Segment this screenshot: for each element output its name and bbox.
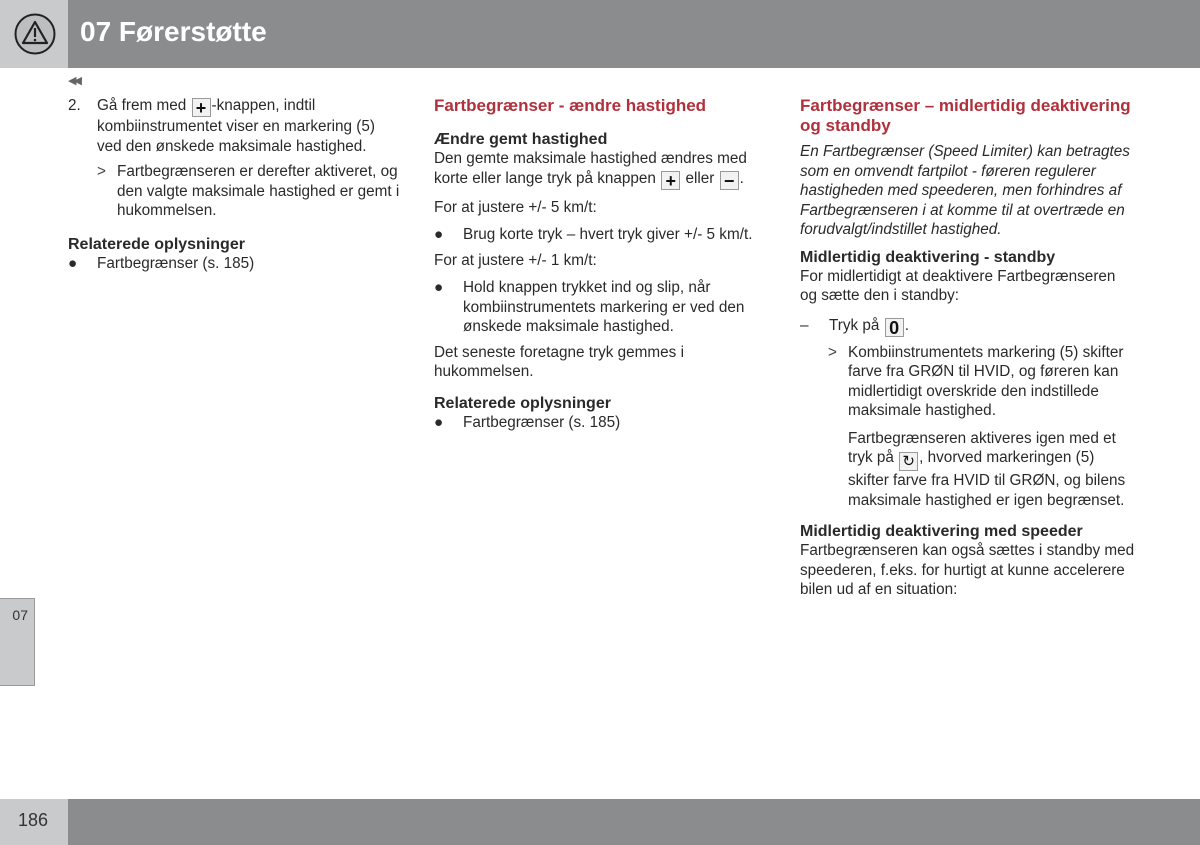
header-icon-block bbox=[0, 0, 68, 68]
paragraph: Fartbegrænseren kan også sættes i standby med speederen, f.eks. for hurtigt at kunne accelerere bilen ud af en situation: bbox=[800, 542, 1135, 598]
column-2 bbox=[434, 96, 770, 438]
paragraph bbox=[848, 429, 1135, 511]
text: Tryk på bbox=[829, 316, 884, 334]
step-result bbox=[828, 343, 1135, 421]
paragraph bbox=[434, 149, 770, 190]
result-marker: > bbox=[828, 343, 837, 361]
intro-paragraph: En Fartbegrænser (Speed Limiter) kan betragtes som en omvendt fartpilot - føreren regulerer hastigheden med speederen, men forhindres af Fartbegrænseren i at komme til at overtræde en forudvalgt/indstillet hastighed. bbox=[800, 143, 1130, 238]
footer-page-block bbox=[0, 799, 68, 845]
related-heading: Relaterede oplysninger bbox=[68, 235, 245, 253]
resume-key-icon: ↻ bbox=[899, 452, 918, 471]
bullet-text: Brug korte tryk – hvert tryk giver +/- 5 km/t. bbox=[463, 226, 753, 243]
paragraph: For at justere +/- 1 km/t: bbox=[434, 251, 597, 269]
column-3 bbox=[800, 96, 1135, 608]
warning-triangle-icon bbox=[14, 13, 56, 55]
column-1 bbox=[68, 96, 403, 279]
bullet-icon: ● bbox=[434, 226, 444, 243]
step-text: Gå frem med bbox=[97, 97, 191, 114]
bullet-item bbox=[434, 225, 770, 245]
related-link-text[interactable]: Fartbegrænser (s. 185) bbox=[97, 254, 255, 272]
bullet-icon: ● bbox=[434, 413, 444, 431]
step-result bbox=[97, 162, 403, 221]
related-link[interactable] bbox=[68, 254, 403, 274]
continued-from-previous-icon: ◀◀ bbox=[68, 75, 79, 87]
result-text: Fartbegrænseren er derefter aktiveret, og den valgte maksimale hastighed er gemt i hukommelsen. bbox=[117, 163, 400, 219]
section-heading: Fartbegrænser - ændre hastighed bbox=[434, 96, 707, 115]
minus-key-icon: − bbox=[720, 171, 739, 190]
paragraph: Det seneste foretagne tryk gemmes i hukommelsen. bbox=[434, 343, 684, 380]
chapter-tab[interactable] bbox=[0, 598, 35, 686]
result-text: Kombiinstrumentets markering (5) skifter farve fra GRØN til HVID, og føreren kan midlertidigt overskride den indstillede maksimale hastighed. bbox=[848, 343, 1124, 419]
step-number: 2. bbox=[68, 97, 81, 114]
step-2 bbox=[68, 96, 403, 156]
text: eller bbox=[681, 169, 719, 187]
zero-key-icon: 0 bbox=[885, 318, 904, 337]
plus-key-icon: + bbox=[661, 171, 680, 190]
related-link-text[interactable]: Fartbegrænser (s. 185) bbox=[463, 413, 621, 431]
section-heading: Fartbegrænser – midlertidig deaktivering og standby bbox=[800, 96, 1131, 135]
text: . bbox=[904, 316, 909, 334]
related-heading: Relaterede oplysninger bbox=[434, 394, 611, 412]
bullet-icon: ● bbox=[68, 254, 78, 272]
step-text: -knappen, indtil kombiinstrumentet viser en markering (5) ved den ønskede maksimale hastighed. bbox=[97, 97, 375, 155]
result-marker: > bbox=[97, 163, 106, 180]
page-number: 186 bbox=[18, 810, 49, 830]
chapter-tab-label: 07 bbox=[12, 607, 28, 623]
text: Fartbegrænseren aktiveres igen med et tryk på bbox=[848, 429, 1116, 466]
text: Den gemte maksimale hastighed ændres med korte eller lange tryk på knappen bbox=[434, 150, 747, 187]
bullet-text: Hold knappen trykket ind og slip, når kombiinstrumentets markering er ved den ønskede maksimale hastighed. bbox=[463, 279, 745, 335]
page-title: 07 Førerstøtte bbox=[80, 16, 267, 47]
bullet-item bbox=[434, 278, 770, 337]
dash-marker: – bbox=[800, 316, 809, 334]
subheading: Midlertidig deaktivering med speeder bbox=[800, 523, 1083, 540]
bullet-icon: ● bbox=[434, 279, 444, 296]
subheading: Midlertidig deaktivering - standby bbox=[800, 248, 1056, 266]
related-link[interactable] bbox=[434, 413, 770, 433]
paragraph: For at justere +/- 5 km/t: bbox=[434, 198, 597, 216]
text: . bbox=[739, 169, 744, 187]
paragraph: For midlertidigt at deaktivere Fartbegrænseren og sætte den i standby: bbox=[800, 267, 1116, 304]
text: , hvorved markeringen (5) skifter farve fra HVID til GRØN, og bilens maksimale hastighed er igen begrænset. bbox=[848, 449, 1126, 509]
subheading: Ændre gemt hastighed bbox=[434, 131, 608, 148]
step-item bbox=[800, 316, 1135, 337]
footer-band bbox=[68, 799, 1200, 845]
plus-key-icon: + bbox=[192, 98, 211, 117]
